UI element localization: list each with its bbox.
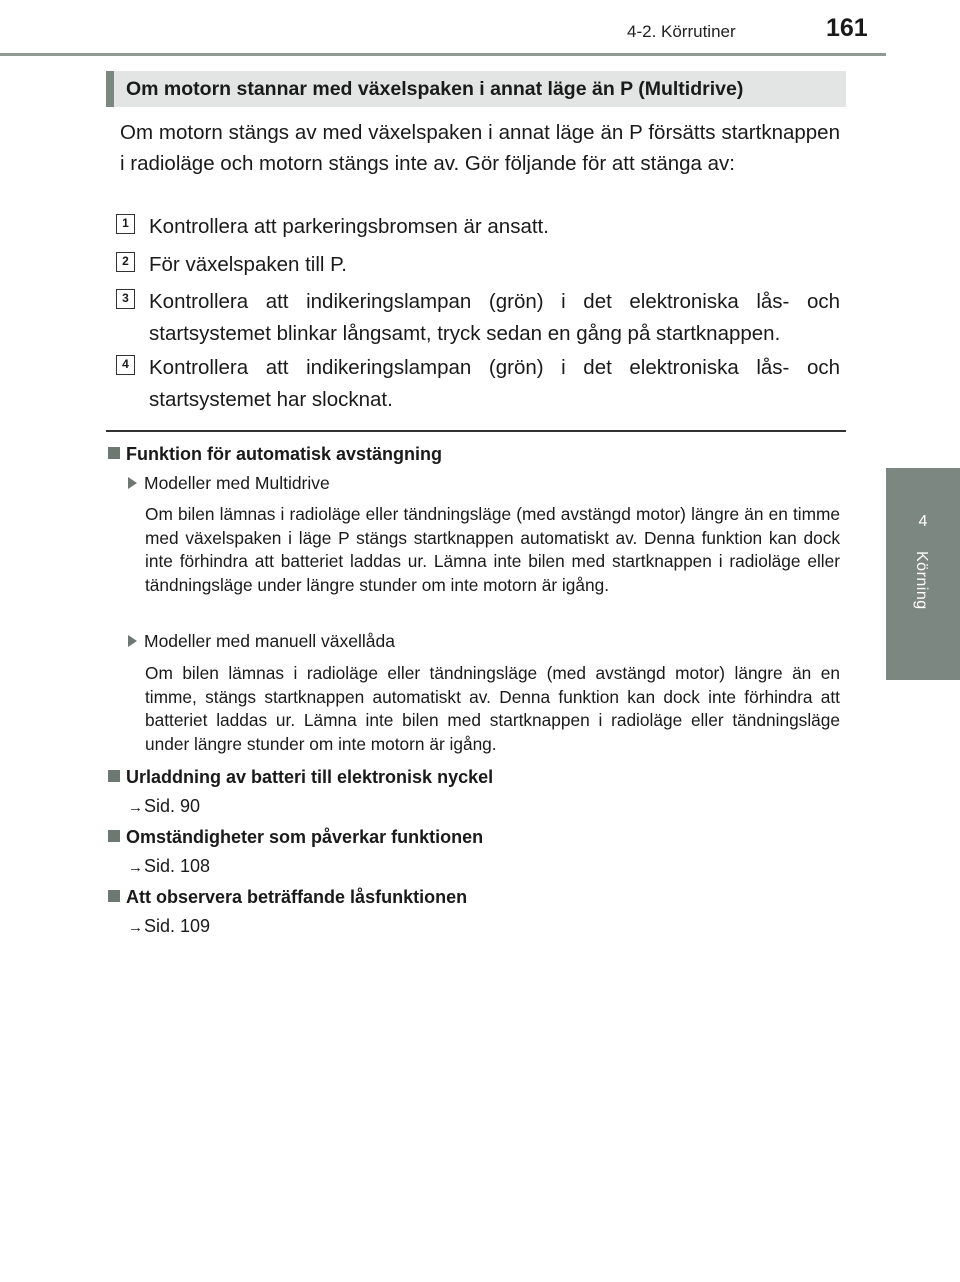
section-intro: Om motorn stängs av med växelspaken i annat läge än P försätts startknappen i radioläge och motorn stängs inte av. Gör följande för att stänga av: [120, 121, 840, 175]
arrow-right-icon: → [128, 859, 143, 876]
square-bullet-icon [108, 890, 120, 902]
page-number: 161 [826, 14, 868, 42]
note-heading-text: Omständigheter som påverkar funktionen [126, 827, 484, 847]
section-title: Om motorn stannar med växelspaken i annat läge än P (Multidrive) [126, 78, 744, 100]
triangle-bullet-icon [128, 477, 137, 489]
step-number-badge: 3 [116, 289, 135, 309]
note-heading-text: Funktion för automatisk avstängning [126, 444, 443, 464]
square-bullet-icon [108, 830, 120, 842]
page-reference-text: Sid. 90 [144, 796, 201, 816]
page-reference-circumstances[interactable] [128, 856, 210, 877]
page-reference-text: Sid. 109 [144, 916, 211, 936]
note-heading-lock [108, 887, 467, 908]
step-number-badge: 2 [116, 252, 135, 272]
note-heading-battery [108, 767, 493, 788]
section-title-box [106, 71, 846, 107]
note-text-multidrive: Om bilen lämnas i radioläge eller tändningsläge (med avstängd motor) längre än en timme med växelspaken i läge P stängs startknappen automatiskt av. Denna funktion kan dock inte förhindra att batteriet laddas ur. Lämna inte bilen med startknappen i radioläge eller tändningsläge under längre stunder om inte motorn är igång. [145, 504, 840, 595]
page-reference-lock[interactable] [128, 916, 210, 937]
step-text: Kontrollera att indikeringslampan (grön) i det elektroniska lås- och startsystemet har slocknat. [149, 356, 840, 411]
page-reference-text: Sid. 108 [144, 856, 211, 876]
header-rule [0, 53, 886, 56]
section-title-bar [106, 71, 114, 107]
chapter-tab[interactable] [886, 468, 960, 680]
step-text: Kontrollera att indikeringslampan (grön) i det elektroniska lås- och startsystemet blinkar långsamt, tryck sedan en gång på startknappen. [149, 290, 840, 345]
triangle-bullet-icon [128, 635, 137, 647]
section-divider [106, 430, 846, 432]
model-label-manual [128, 631, 395, 652]
page-reference-battery[interactable] [128, 796, 200, 817]
note-heading-text: Att observera beträffande låsfunktionen [126, 887, 468, 907]
arrow-right-icon: → [128, 799, 143, 816]
chapter-title: Körning [913, 551, 930, 610]
square-bullet-icon [108, 447, 120, 459]
model-label-text: Modeller med Multidrive [144, 473, 330, 493]
model-label-multidrive [128, 473, 330, 494]
step-number-badge: 1 [116, 214, 135, 234]
model-label-text: Modeller med manuell växellåda [144, 631, 395, 651]
note-heading-auto-off [108, 444, 442, 465]
step-number-badge: 4 [116, 355, 135, 375]
header-section-title: 4-2. Körrutiner [627, 22, 736, 41]
arrow-right-icon: → [128, 919, 143, 936]
square-bullet-icon [108, 770, 120, 782]
note-text-manual: Om bilen lämnas i radioläge eller tändningsläge (med avstängd motor) längre än en timme, stängs startknappen automatiskt av. Denna funktion kan dock inte förhindra att batteriet laddas ur. Lämna inte bilen med startknappen i radioläge eller tändningsläge under längre stunder om inte motorn är igång. [145, 663, 840, 754]
note-heading-text: Urladdning av batteri till elektronisk nyckel [126, 767, 494, 787]
chapter-number: 4 [918, 513, 928, 530]
step-text: Kontrollera att parkeringsbromsen är ansatt. [149, 215, 549, 238]
note-heading-circumstances [108, 827, 483, 848]
step-text: För växelspaken till P. [149, 253, 347, 276]
